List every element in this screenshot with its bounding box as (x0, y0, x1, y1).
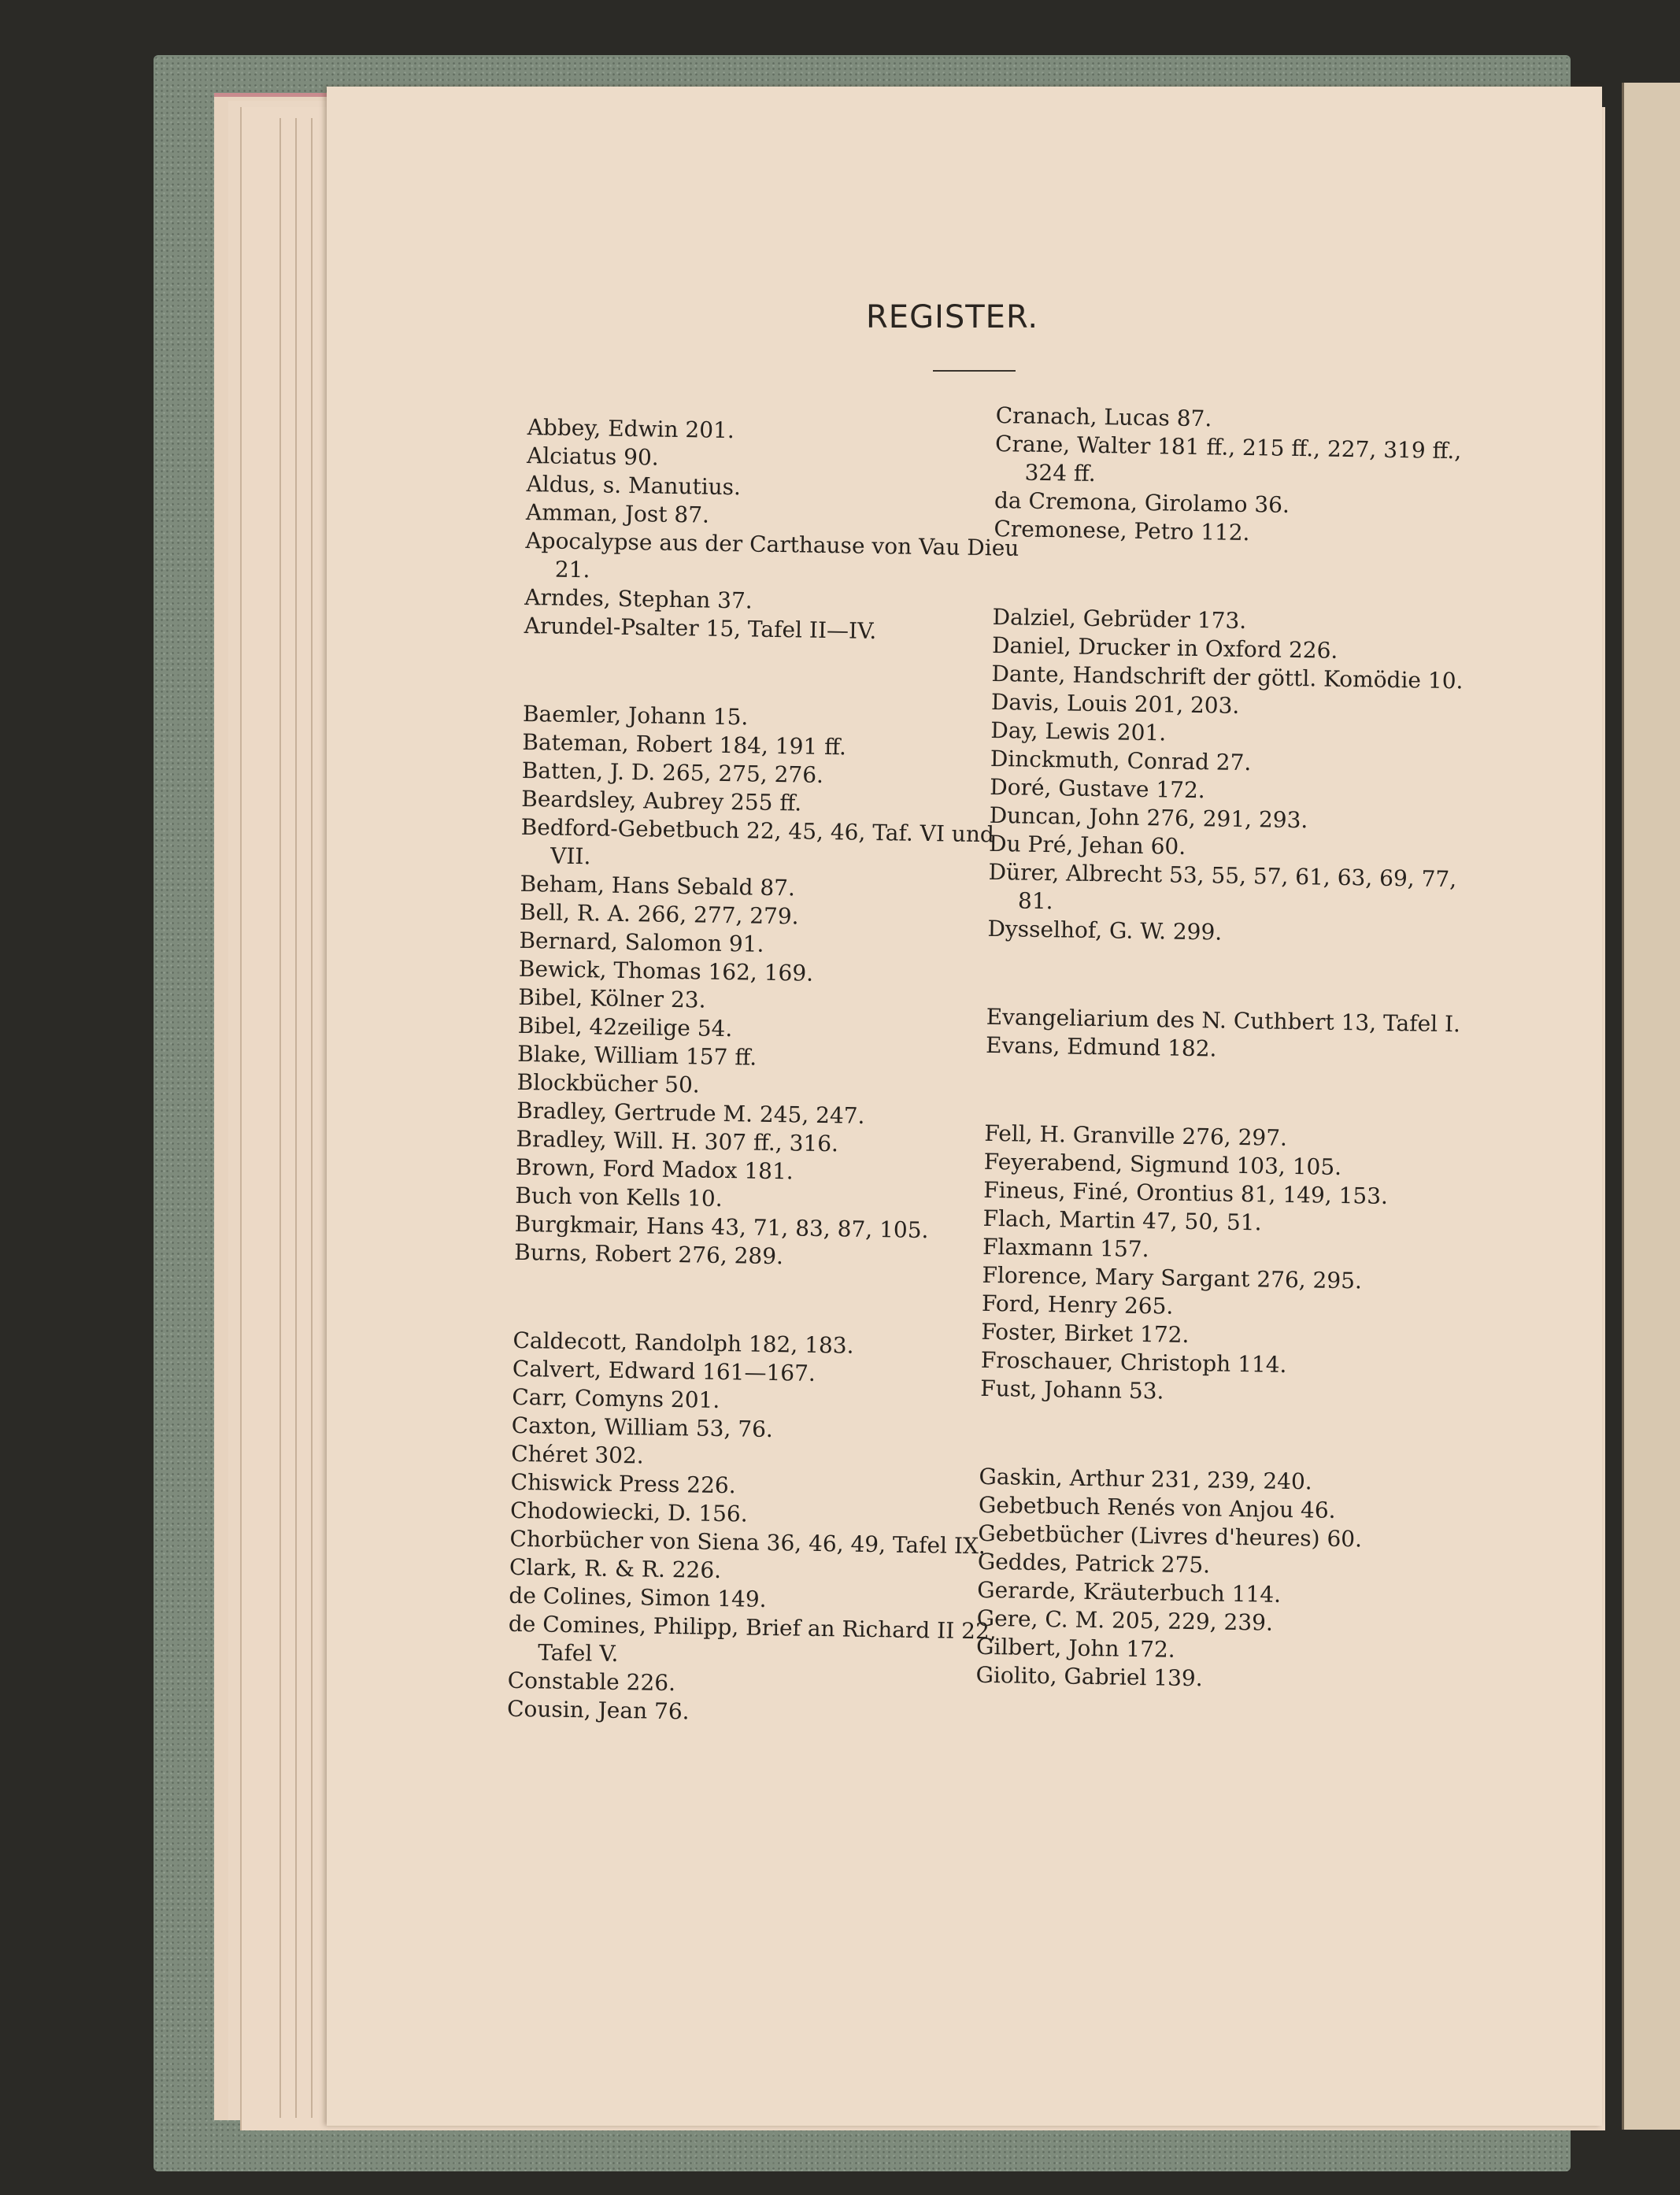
index-entry: Giolito, Gabriel 139. (975, 1661, 1203, 1692)
index-entry: Gaskin, Arthur 231, 239, 240. (979, 1463, 1312, 1495)
index-letter-group (985, 1003, 1461, 1067)
index-entry: Bibel, Kölner 23. (518, 983, 706, 1013)
index-entry: Amman, Jost 87. (525, 498, 710, 528)
index-entry: Day, Lewis 201. (990, 716, 1167, 746)
index-entry: de Comines, Philipp, Brief an Richard II 22, Tafel V. (508, 1610, 997, 1668)
index-entry: Bewick, Thomas 162, 169. (518, 955, 814, 986)
index-entry: Beardsley, Aubrey 255 ff. (521, 785, 802, 816)
index-letter-group (994, 402, 1460, 550)
index-letter-group (524, 413, 1031, 648)
index-entry: Bedford-Gebetbuch 22, 45, 46, Taf. VI und VII. (520, 813, 995, 870)
index-entry: Dürer, Albrecht 53, 55, 57, 61, 63, 69, 77, 81. (988, 858, 1457, 915)
index-letter-group (980, 1120, 1449, 1410)
index-letter-group (987, 603, 1464, 950)
index-entry: Geddes, Patrick 275. (977, 1548, 1211, 1579)
index-entry: Evans, Edmund 182. (985, 1031, 1217, 1062)
index-entry: Chorbücher von Siena 36, 46, 49, Tafel IX. (509, 1525, 986, 1560)
index-entry: Du Pré, Jehan 60. (988, 830, 1186, 860)
index-entry: Cranach, Lucas 87. (995, 402, 1212, 432)
index-entry: Gerarde, Kräuterbuch 114. (977, 1576, 1282, 1608)
index-entry: Constable 226. (507, 1667, 676, 1697)
index-entry: Bradley, Gertrude M. 245, 247. (516, 1097, 865, 1129)
index-entry: Chodowiecki, D. 156. (509, 1497, 748, 1527)
index-entry: Froschauer, Christoph 114. (980, 1346, 1287, 1378)
index-entry: Gebetbücher (Livres d'heures) 60. (978, 1519, 1363, 1553)
title-divider (933, 370, 1016, 372)
index-entry: Florence, Mary Sargant 276, 295. (982, 1261, 1363, 1294)
index-entry: Ford, Henry 265. (981, 1290, 1174, 1320)
index-letter-group (507, 1327, 1017, 1731)
index-entry: Brown, Ford Madox 181. (515, 1153, 794, 1185)
index-entry: Dysselhof, G. W. 299. (987, 915, 1223, 946)
index-entry: Gebetbuch Renés von Anjou 46. (978, 1491, 1336, 1523)
index-entry: Fell, H. Granville 276, 297. (984, 1120, 1288, 1151)
index-entry: Dante, Handschrift der göttl. Komödie 10. (991, 660, 1464, 694)
index-entry: Bibel, 42zeilige 54. (517, 1012, 733, 1042)
index-entry: Batten, J. D. 265, 275, 276. (521, 757, 824, 788)
index-entry: Clark, R. & R. 226. (509, 1553, 722, 1584)
index-entry: Cousin, Jean 76. (506, 1695, 690, 1725)
index-entry: Caxton, William 53, 76. (511, 1412, 774, 1443)
index-entry: Bateman, Robert 184, 191 ff. (522, 728, 847, 761)
index-entry: Fineus, Finé, Orontius 81, 149, 153. (983, 1176, 1389, 1209)
page-edge-line (311, 118, 313, 2118)
index-entry: Crane, Walter 181 ff., 215 ff., 227, 319 ff., 324 ff. (994, 430, 1462, 487)
index-entry: Burns, Robert 276, 289. (514, 1238, 784, 1270)
index-entry: Alciatus 90. (526, 442, 659, 471)
index-entry: Baemler, Johann 15. (522, 700, 749, 731)
index-entry: Evangeliarium des N. Cuthbert 13, Tafel I. (986, 1003, 1461, 1038)
index-entry: Flach, Martin 47, 50, 51. (982, 1205, 1262, 1236)
index-entry: Dinckmuth, Conrad 27. (990, 745, 1252, 776)
index-entry: Dalziel, Gebrüder 173. (992, 603, 1247, 635)
index-entry: Daniel, Drucker in Oxford 226. (991, 631, 1338, 664)
index-entry: Duncan, John 276, 291, 293. (989, 801, 1308, 834)
index-entry: Feyerabend, Sigmund 103, 105. (983, 1148, 1342, 1181)
index-entry: Bell, R. A. 266, 277, 279. (519, 898, 799, 930)
page-title: REGISTER. (866, 299, 1039, 335)
index-column-left (506, 413, 1031, 1791)
index-entry: Blockbücher 50. (516, 1068, 700, 1098)
index-entry: Abbey, Edwin 201. (527, 413, 735, 444)
index-entry: Foster, Birket 172. (981, 1318, 1190, 1348)
index-entry: Buch von Kells 10. (515, 1182, 723, 1212)
index-entry: Bernard, Salomon 91. (519, 927, 764, 957)
page-edge-line (295, 118, 297, 2118)
index-letter-group (514, 700, 1027, 1275)
index-column-right (975, 402, 1464, 1756)
index-entry: Carr, Comyns 201. (512, 1383, 720, 1413)
index-entry: Chiswick Press 226. (510, 1468, 736, 1499)
page-edge-line (279, 118, 281, 2118)
index-entry: Calvert, Edward 161—167. (512, 1355, 816, 1386)
facing-page-edge (1622, 83, 1680, 2130)
index-entry: Doré, Gustave 172. (990, 773, 1205, 804)
index-letter-group (975, 1463, 1443, 1697)
index-entry: Aldus, s. Manutius. (526, 470, 742, 501)
index-entry: Chéret 302. (510, 1440, 644, 1469)
index-entry: Arundel-Psalter 15, Tafel II—IV. (524, 612, 877, 644)
index-entry: Bradley, Will. H. 307 ff., 316. (516, 1125, 839, 1157)
index-entry: Arndes, Stephan 37. (524, 583, 753, 614)
index-entry: Beham, Hans Sebald 87. (520, 870, 796, 901)
index-entry: Gilbert, John 172. (975, 1633, 1175, 1663)
index-entry: Apocalypse aus der Carthause von Vau Dieu 21. (525, 527, 1019, 583)
index-entry: Fust, Johann 53. (980, 1375, 1164, 1405)
index-entry: Cremonese, Petro 112. (994, 515, 1250, 546)
index-entry: Blake, William 157 ff. (516, 1040, 757, 1071)
index-entry: Davis, Louis 201, 203. (990, 688, 1240, 719)
index-entry: Gere, C. M. 205, 229, 239. (976, 1605, 1274, 1636)
index-entry: Caldecott, Randolph 182, 183. (513, 1327, 854, 1359)
index-entry: Flaxmann 157. (982, 1233, 1149, 1263)
index-entry: da Cremona, Girolamo 36. (994, 487, 1290, 518)
index-entry: Burgkmair, Hans 43, 71, 83, 87, 105. (514, 1210, 929, 1244)
index-entry: de Colines, Simon 149. (509, 1582, 767, 1612)
